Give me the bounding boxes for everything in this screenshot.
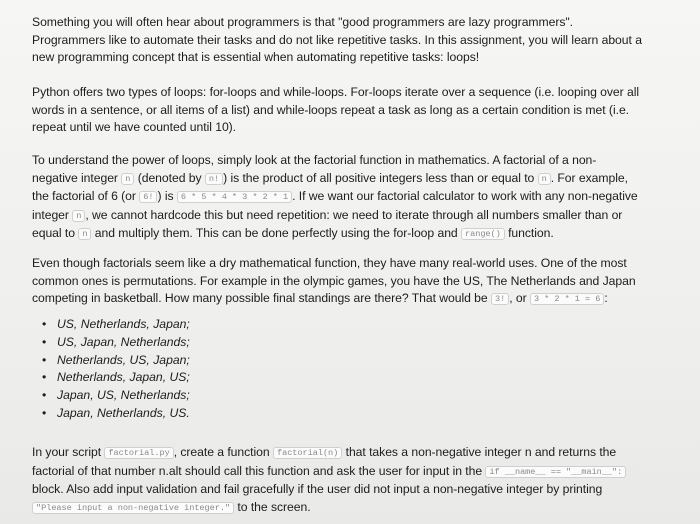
inline-code: factorial.py [104, 447, 173, 459]
list-item: • Japan, US, Netherlands; [40, 387, 190, 405]
text-line: Programmers like to automate their tasks and do not like repetitive tasks. In this assignment, you will learn about a [32, 32, 642, 47]
text-line: repeat until we have counted until 10). [32, 120, 237, 135]
text-line: new programming concept that is essential when automating repetitive tasks: loops! [32, 50, 480, 65]
text-line: words in a sentence, or all items of a list) and while-loops repeat a task as long as a certain condition is met (i.e. [32, 102, 630, 117]
permutation-list [40, 316, 190, 423]
list-item: • Netherlands, US, Japan; [40, 352, 190, 370]
text-line: the factorial of 6 (or 6! ) is 6 * 5 * 4 * 3 * 2 * 1 . If we want our factorial calculator to work with any non-negative [32, 189, 638, 204]
text-line: common ones is permutations. For example in the olympic games, you have the US, The Netherlands and Japan [32, 273, 636, 288]
inline-code: if __name__ == "__main__": [485, 466, 626, 478]
inline-code: 3 * 2 * 1 = 6 [530, 293, 604, 305]
text-line: negative integer n (denoted by n! ) is the product of all positive integers less than or equal to n . For example, [32, 170, 628, 185]
inline-code: n [121, 173, 134, 185]
inline-code: n! [205, 173, 223, 185]
inline-code: n [538, 173, 551, 185]
inline-code: n [72, 210, 85, 222]
inline-code: 6! [139, 191, 157, 203]
intro-paragraph [32, 14, 682, 67]
list-item: • Netherlands, Japan, US; [40, 369, 190, 387]
text-line: "Please input a non-negative integer." to the screen. [32, 499, 682, 518]
inline-code: factorial(n) [273, 447, 342, 459]
list-item: • US, Netherlands, Japan; [40, 316, 190, 334]
text-line: integer n , we cannot hardcode this but need repetition: we need to iterate through all numbers smaller than or [32, 207, 623, 222]
permutations-paragraph [32, 255, 682, 309]
text-line: In your script factorial.py , create a function factorial(n) that takes a non-negative integer n and returns the [32, 445, 617, 459]
inline-code: n [78, 228, 91, 240]
text-line: To understand the power of loops, simply look at the factorial function in mathematics. A factorial of a non- [32, 153, 597, 167]
text-line: Something you will often hear about programmers is that "good programmers are lazy programmers". [32, 15, 574, 29]
loop-types-paragraph [32, 84, 682, 137]
factorial-paragraph [32, 152, 682, 244]
text-line: block. Also add input validation and fail gracefully if the user did not input a non-negative integer by printing [32, 482, 603, 497]
list-item: • US, Japan, Netherlands; [40, 334, 190, 352]
text-line: Even though factorials seem like a dry mathematical function, they have many real-world uses. One of the most [32, 256, 627, 270]
text-line: competing in basketball. How many possible final standings are there? That would be 3! , or 3 * 2 * 1 = 6 : [32, 291, 608, 306]
text-line: factorial of that number n.alt should call this function and ask the user for input in the if __name__ == "__main__": [32, 463, 682, 482]
text-line: Python offers two types of loops: for-loops and while-loops. For-loops iterate over a sequence (i.e. looping over all [32, 85, 640, 99]
list-item: • Japan, Netherlands, US. [40, 405, 190, 423]
text-line: equal to n and multiply them. This can be done perfectly using the for-loop and range() function. [32, 226, 554, 241]
inline-code: 3! [491, 293, 509, 305]
inline-code: 6 * 5 * 4 * 3 * 2 * 1 [177, 191, 292, 203]
inline-code: range() [461, 228, 505, 240]
task-paragraph [32, 444, 682, 517]
inline-code: "Please input a non-negative integer." [32, 502, 234, 514]
